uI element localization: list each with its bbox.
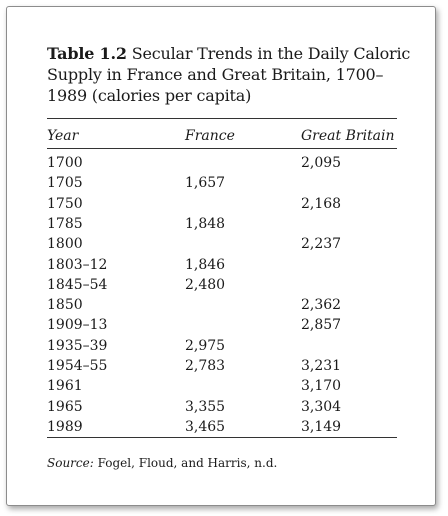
table-title (47, 43, 417, 106)
table-row (47, 275, 397, 295)
france-cell: 1,846 (185, 256, 226, 273)
year-cell: 1954–55 (47, 358, 108, 374)
table-row (47, 194, 397, 214)
header-france: France (185, 128, 235, 144)
great-britain-cell: 3,149 (301, 418, 342, 435)
source-text: Fogel, Floud, and Harris, n.d. (97, 456, 278, 470)
table-row (47, 315, 397, 335)
france-cell: 3,465 (185, 418, 226, 435)
header-year: Year (47, 128, 79, 144)
year-cell: 1850 (47, 297, 83, 314)
year-cell: 1700 (47, 155, 83, 171)
table-row (47, 417, 397, 437)
great-britain-cell: 3,304 (301, 398, 342, 415)
great-britain-cell: 3,170 (301, 378, 342, 395)
table-card (6, 6, 436, 506)
year-cell: 1965 (47, 398, 83, 415)
source-label: Source: (47, 456, 94, 470)
table-row (47, 255, 397, 275)
header-rule (47, 148, 397, 149)
year-cell: 1909–13 (47, 317, 108, 334)
france-cell: 2,783 (185, 358, 226, 374)
table-row (47, 397, 397, 417)
year-cell: 1845–54 (47, 276, 108, 293)
table-row (47, 336, 397, 356)
year-cell: 1935–39 (47, 337, 108, 354)
top-rule (47, 118, 397, 119)
table-label: Table 1.2 (47, 44, 127, 63)
year-cell: 1800 (47, 236, 83, 253)
france-cell: 1,657 (185, 175, 226, 192)
year-cell: 1803–12 (47, 256, 108, 273)
great-britain-cell: 3,231 (301, 358, 342, 374)
table-row (47, 214, 397, 234)
source-note (47, 456, 277, 470)
year-cell: 1705 (47, 175, 83, 192)
great-britain-cell: 2,237 (301, 236, 342, 253)
great-britain-cell: 2,095 (301, 155, 342, 171)
year-cell: 1750 (47, 195, 83, 212)
table-row (47, 295, 397, 315)
great-britain-cell: 2,857 (301, 317, 342, 334)
france-cell: 1,848 (185, 215, 226, 232)
year-cell: 1785 (47, 215, 83, 232)
table-row (47, 173, 397, 193)
france-cell: 2,975 (185, 337, 226, 354)
table-row (47, 234, 397, 254)
table-row (47, 356, 397, 376)
france-cell: 3,355 (185, 398, 226, 415)
year-cell: 1961 (47, 378, 83, 395)
bottom-rule (47, 437, 397, 438)
table-row (47, 376, 397, 396)
header-great-britain: Great Britain (301, 128, 395, 144)
great-britain-cell: 2,362 (301, 297, 342, 314)
france-cell: 2,480 (185, 276, 226, 293)
table-row (47, 153, 397, 173)
great-britain-cell: 2,168 (301, 195, 342, 212)
year-cell: 1989 (47, 418, 83, 435)
table-caption: Secular Trends in the Daily Caloric Supply in France and Great Britain, 1700–1989 (calories per capita) (47, 44, 411, 105)
